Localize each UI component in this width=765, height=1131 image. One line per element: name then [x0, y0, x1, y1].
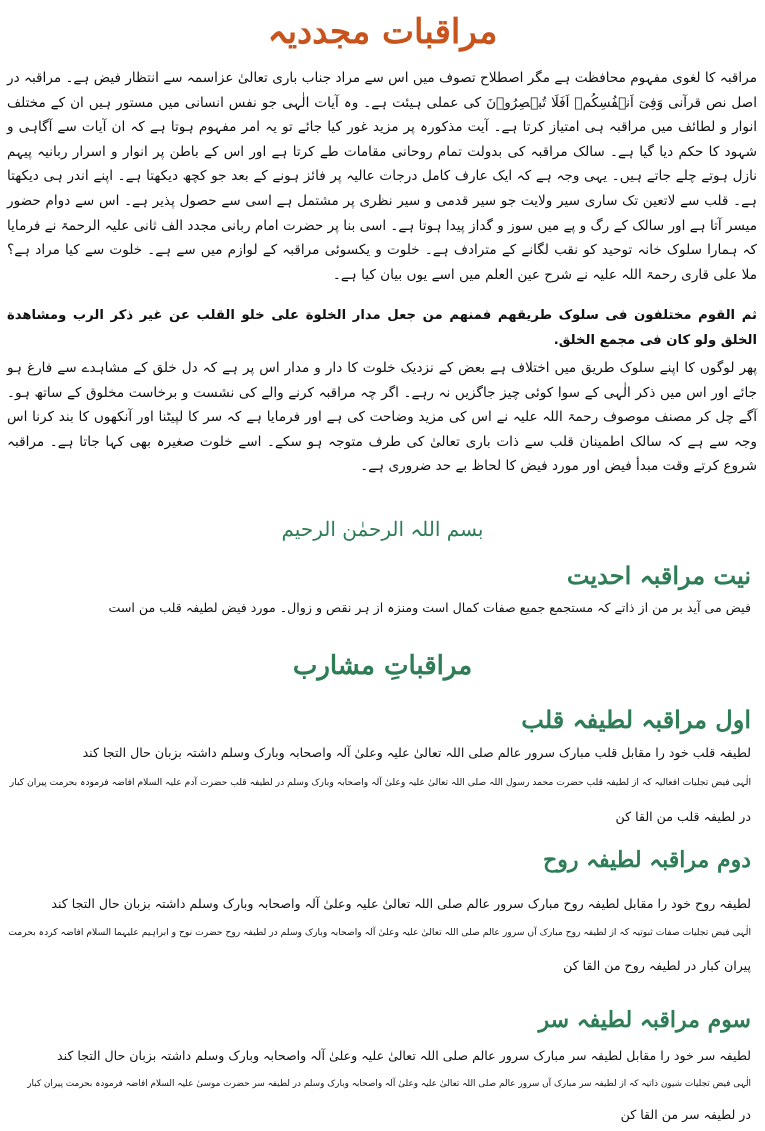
section-line: لطیفہ روح خود را مقابل لطیفہ روح مبارک سرور عالم صلی اللہ تعالیٰ علیہ وعلیٰ آلہ واصحابہ وبارک وسلم داشتہ بزبان حال التجا کند [51, 896, 751, 911]
niyyat-line: فیض می آید بر من از ذاتے کہ مستجمع جمیع صفات کمال است ومنزہ از ہر نقص و زوال۔ مورد فیض لطیفہ قلب من است [108, 600, 751, 615]
bismillah: بسم اللہ الرحمٰن الرحیم [281, 517, 484, 541]
section-heading-qalb: اول مراقبہ لطیفہ قلب [521, 705, 751, 734]
section-line: الٰہی فیض تجلیات صفات ثبوتیہ کہ از لطیفہ روح مبارک آں سرور عالم صلی اللہ تعالیٰ علیہ وعلیٰ آلہ واصحابہ وبارک وسلم در لطیفہ روح حضرت نوح و ابراہیم علیہما السلام افاضہ کردہ بحرمت [8, 927, 751, 938]
section-line: لطیفہ قلب خود را مقابل قلب مبارک سرور عالم صلی اللہ تعالیٰ علیہ وعلیٰ آلہ واصحابہ وبارک وسلم داشتہ بزبان حال التجا کند [82, 745, 751, 760]
page-title: مراقبات مجددیہ [267, 12, 498, 52]
arabic-quote: ثم القوم مختلفون فی سلوک طریقهم فمنهم من جعل مدار الخلوة علی خلو القلب عن غیر ذکر الرب ومشاهدة الخلق ولو کان فی مجمع الخلق. [7, 308, 757, 348]
section-line: لطیفہ سر خود را مقابل لطیفہ سر مبارک سرور عالم صلی اللہ تعالیٰ علیہ وعلیٰ آلہ واصحابہ وبارک وسلم داشتہ بزبان حال التجا کند [56, 1048, 751, 1063]
section-line: الٰہی فیض تجلیات افعالیہ کہ از لطیفہ قلب حضرت محمد رسول اللہ صلی اللہ تعالیٰ علیہ وعلیٰ آلہ واصحابہ وبارک وسلم در لطیفہ قلب حضرت آدم علیہ السلام افاضہ فرمودہ بحرمت پیران کبار [9, 777, 751, 788]
section-title: مراقباتِ مشارب [292, 651, 473, 681]
section-line: الٰہی فیض تجلیات شیون ذاتیہ کہ از لطیفہ سر مبارک آں سرور عالم صلی اللہ تعالیٰ علیہ وعلیٰ آلہ واصحابہ وبارک وسلم در لطیفہ سر حضرت موسیٰ علیہ السلام افاضہ فرمودہ بحرمت پیران کبار [27, 1079, 751, 1089]
section-heading-sirr: سوم مراقبہ لطیفہ سر [538, 1007, 751, 1033]
intro-paragraph: مراقبہ کا لغوی مفہوم محافظت ہے مگر اصطلاح تصوف میں اس سے مراد جناب باری تعالیٰ عزاسمہ سے انتظار فیض ہے۔ مراقبہ در اصل نص قرآنی وَفِیٓ اَنۡفُسِکُمۡ اَفَلَا تُبۡصِرُوۡنَ کی عملی ہیئت ہے۔ وہ آیات الٰہی جو نفس انسانی میں مستور ہیں ان کے مختلف انوار و لطائف میں مراقبہ ہی امتیاز کرتا ہے۔ آیت مذکورہ پر مزید غور کیا جائے تو یہ امر مفہوم ہوتا ہے کہ ان آیات سے آگاہی و شہود کا حکم دیا گیا ہے۔ سالک مراقبہ کی بدولت تمام روحانی مقامات طے کرتا ہے اور اس کے باطن پر انوار و اسرار ربانیہ پیہم نازل ہوتے چلے جاتے ہیں۔ یہی وجہ ہے کہ ایک عارف کامل درجات عالیہ پر فائز ہونے کے بعد جو کچھ دیکھتا ہے۔ اپنے اندر ہی دیکھتا ہے۔ قلب سے لاتعین تک ساری سیر ولایت جو سیر قدمی و سیر نظری پر مشتمل ہے اسی سے حصول پذیر ہے۔ اس سے دوام حضور میسر آتا ہے اور سالک کے رگ و پے میں سوز و گداز پیدا ہوتا ہے۔ اسی بنا پر حضرت امام ربانی مجدد الف ثانی علیہ الرحمۃ نے فرمایا کہ ہمارا سلوک خانہ توحید کو نقب لگانے کے مترادف ہے۔ خلوت و یکسوئی مراقبہ کے لوازم میں سے ہے۔ خلوت سے کیا مراد ہے؟ ملا علی قاری رحمۃ اللہ علیہ نے شرح عین العلم میں اسے یوں بیان کیا ہے۔ [7, 70, 757, 283]
section-line: در لطیفہ سر من القا کن [620, 1107, 751, 1122]
section-line: پیران کبار در لطیفہ روح من القا کن [563, 958, 751, 973]
section-line: در لطیفہ قلب من القا کن [615, 809, 751, 824]
section-heading-rooh: دوم مراقبہ لطیفہ روح [543, 847, 751, 873]
explanation-paragraph: پھر لوگوں کا اپنے سلوک طریق میں اختلاف ہے بعض کے نزدیک خلوت کا دار و مدار اس پر ہے کہ دل خلق کے مشاہدے سے فارغ ہو جائے اور اس میں ذکر الٰہی کے سوا کوئی چیز جاگزیں نہ رہے۔ اگر چہ مراقبہ کرنے والے کی نشست و برخاست مخلوق کے ساتھ ہو۔ آگے چل کر مصنف موصوف رحمۃ اللہ علیہ نے اس کی مزید وضاحت کی ہے اور فرمایا ہے کہ سر کا لپیٹنا اور آنکھوں کا بند کرنا اس وجہ سے ہے کہ سالک اطمینان قلب سے ذات باری تعالیٰ کی طرف متوجہ ہو سکے۔ اسے خلوت صغیرہ بھی کہا جاتا ہے۔ مراقبہ شروع کرتے وقت مبدأ فیض اور مورد فیض کا لحاظ بے حد ضروری ہے۔ [7, 360, 757, 475]
niyyat-heading: نیت مراقبہ احدیت [566, 561, 751, 590]
